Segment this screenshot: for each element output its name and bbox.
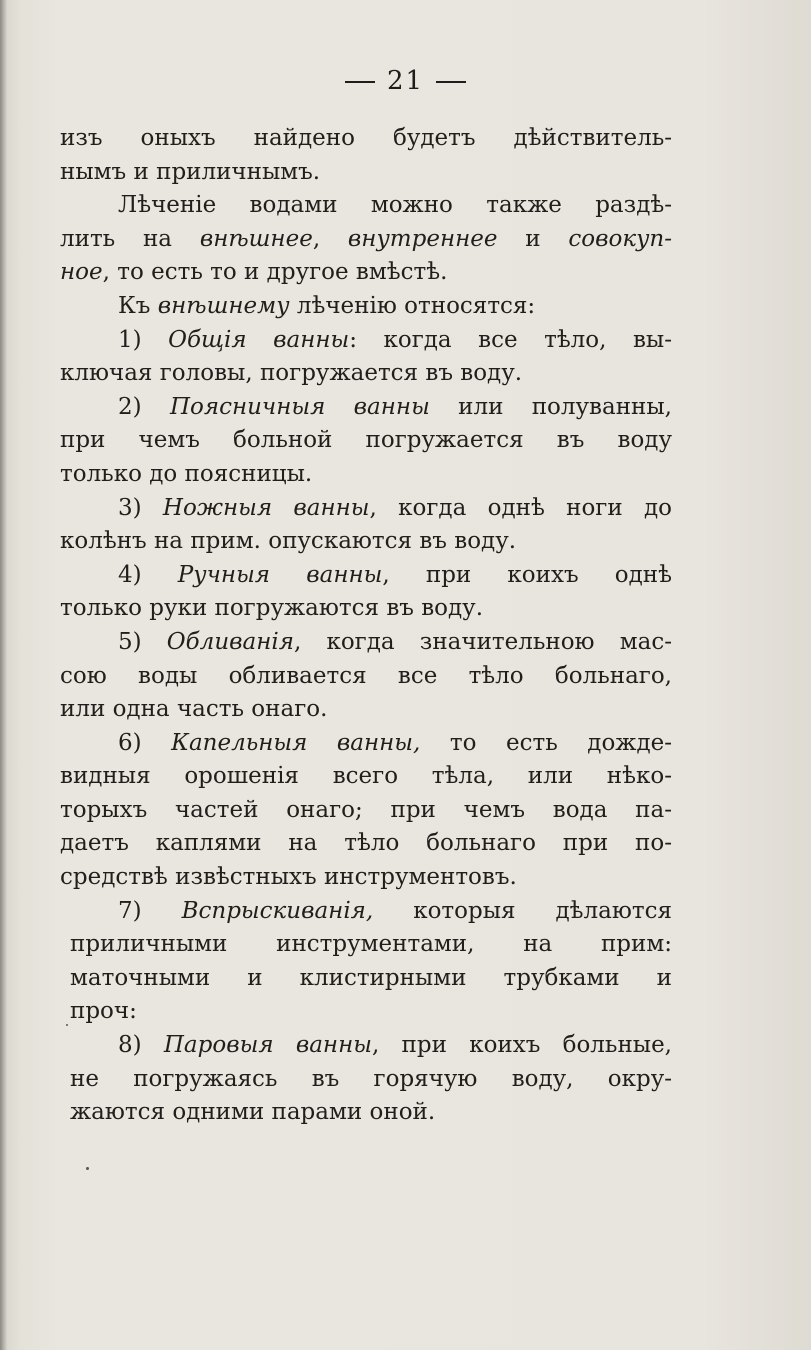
text-line — [60, 1096, 672, 1130]
text-line — [60, 559, 672, 593]
text-line — [60, 895, 672, 929]
text-segment: не погружаясь въ горячую воду, окру- — [70, 1065, 672, 1092]
text-line — [60, 962, 672, 996]
text-segment: изъ оныхъ найдено будетъ дѣйствитель- — [60, 125, 672, 151]
text-segment: то есть дожде- — [420, 729, 672, 756]
header-dash-right — [436, 81, 466, 83]
text-line — [60, 660, 672, 694]
italic-term: ное — [60, 259, 103, 286]
text-segment: ключая головы, погружается въ воду. — [60, 360, 523, 387]
text-segment: видныя орошенія всего тѣла, или нѣко- — [60, 763, 672, 790]
text-line — [60, 223, 672, 257]
text-line — [60, 256, 672, 290]
italic-term: Поясничныя ванны — [169, 393, 430, 420]
text-segment: Къ — [118, 292, 158, 319]
text-line — [60, 995, 672, 1029]
text-segment: сою воды обливается все тѣло больнаго, — [60, 662, 672, 689]
text-line — [60, 156, 672, 190]
text-segment: 7) — [118, 897, 182, 924]
text-segment: 1) — [118, 326, 169, 353]
italic-term: внутреннее — [347, 225, 498, 252]
text-segment: жаются одними парами оной. — [70, 1099, 436, 1126]
text-segment: 5) — [118, 628, 167, 655]
page-text-body — [60, 122, 672, 1130]
text-segment: , — [312, 225, 348, 252]
text-line — [60, 827, 672, 861]
text-segment: 8) — [118, 1032, 164, 1059]
text-segment: 3) — [118, 494, 163, 521]
text-segment: лить на — [60, 225, 200, 252]
text-segment: проч: — [70, 998, 137, 1025]
text-line — [60, 290, 672, 324]
text-segment: которыя дѣлаются — [373, 897, 673, 924]
text-segment: или одна часть онаго. — [60, 696, 328, 723]
italic-term: внѣшнее — [199, 225, 313, 252]
text-segment: , когда однѣ ноги до — [369, 494, 672, 521]
text-line — [60, 391, 672, 425]
text-line — [60, 1029, 672, 1063]
text-segment: 4) — [118, 561, 178, 588]
text-segment: средствѣ извѣстныхъ инструментовъ. — [60, 864, 517, 891]
text-segment: 2) — [118, 393, 170, 420]
italic-term: Обливанія — [166, 628, 294, 655]
text-line — [60, 357, 672, 391]
text-segment: 6) — [118, 729, 172, 756]
italic-term: Общія ванны — [168, 326, 350, 353]
text-segment: и — [497, 225, 569, 252]
italic-term: Паровыя ванны — [163, 1032, 372, 1059]
italic-term: Ручныя ванны — [177, 561, 383, 588]
text-segment: маточными и клистирными трубками и — [70, 964, 672, 991]
text-line — [60, 592, 672, 626]
text-segment: или полуванны, — [429, 393, 672, 420]
page-number: 21 — [386, 66, 425, 96]
text-line — [60, 626, 672, 660]
text-segment: , то есть то и другое вмѣстѣ. — [102, 259, 448, 286]
paper-speck — [66, 1024, 68, 1026]
text-segment: только руки погружаются въ воду. — [60, 595, 484, 622]
header-dash-left — [345, 81, 375, 83]
text-line — [60, 492, 672, 526]
italic-term: совокуп- — [568, 225, 673, 252]
text-line — [60, 760, 672, 794]
text-line — [60, 928, 672, 962]
paper-speck — [86, 1167, 89, 1170]
text-line — [60, 525, 672, 559]
text-segment: , при коихъ однѣ — [382, 561, 672, 588]
text-line — [60, 458, 672, 492]
italic-term: Капельныя ванны, — [171, 729, 421, 756]
text-line — [60, 424, 672, 458]
text-line — [60, 324, 672, 358]
text-segment: даетъ каплями на тѣло больнаго при по- — [60, 830, 672, 857]
text-segment: торыхъ частей онаго; при чемъ вода па- — [60, 796, 672, 823]
text-segment: лѣченію относятся: — [289, 292, 536, 319]
text-line — [60, 693, 672, 727]
text-segment: : когда все тѣло, вы- — [349, 326, 672, 353]
italic-term: внѣшнему — [157, 292, 290, 319]
text-line — [60, 861, 672, 895]
text-line — [60, 794, 672, 828]
italic-term: Ножныя ванны — [162, 494, 370, 521]
text-line — [60, 189, 672, 223]
page-spine-shadow — [0, 0, 7, 1350]
text-line — [60, 727, 672, 761]
text-segment: , когда значительною мас- — [293, 628, 672, 655]
italic-term: Вспрыскиванія, — [181, 897, 374, 924]
text-segment: колѣнъ на прим. опускаются въ воду. — [60, 528, 517, 555]
text-line — [60, 122, 672, 156]
text-segment: только до поясницы. — [60, 460, 313, 487]
page-number-header — [0, 66, 811, 96]
text-segment: Лѣченіе водами можно также раздѣ- — [118, 192, 672, 219]
text-segment: , при коихъ больные, — [371, 1032, 672, 1059]
text-segment: при чемъ больной погружается въ воду — [60, 427, 672, 454]
text-segment: нымъ и приличнымъ. — [60, 158, 321, 185]
text-line — [60, 1063, 672, 1097]
text-segment: приличными инструментами, на прим: — [70, 931, 672, 958]
